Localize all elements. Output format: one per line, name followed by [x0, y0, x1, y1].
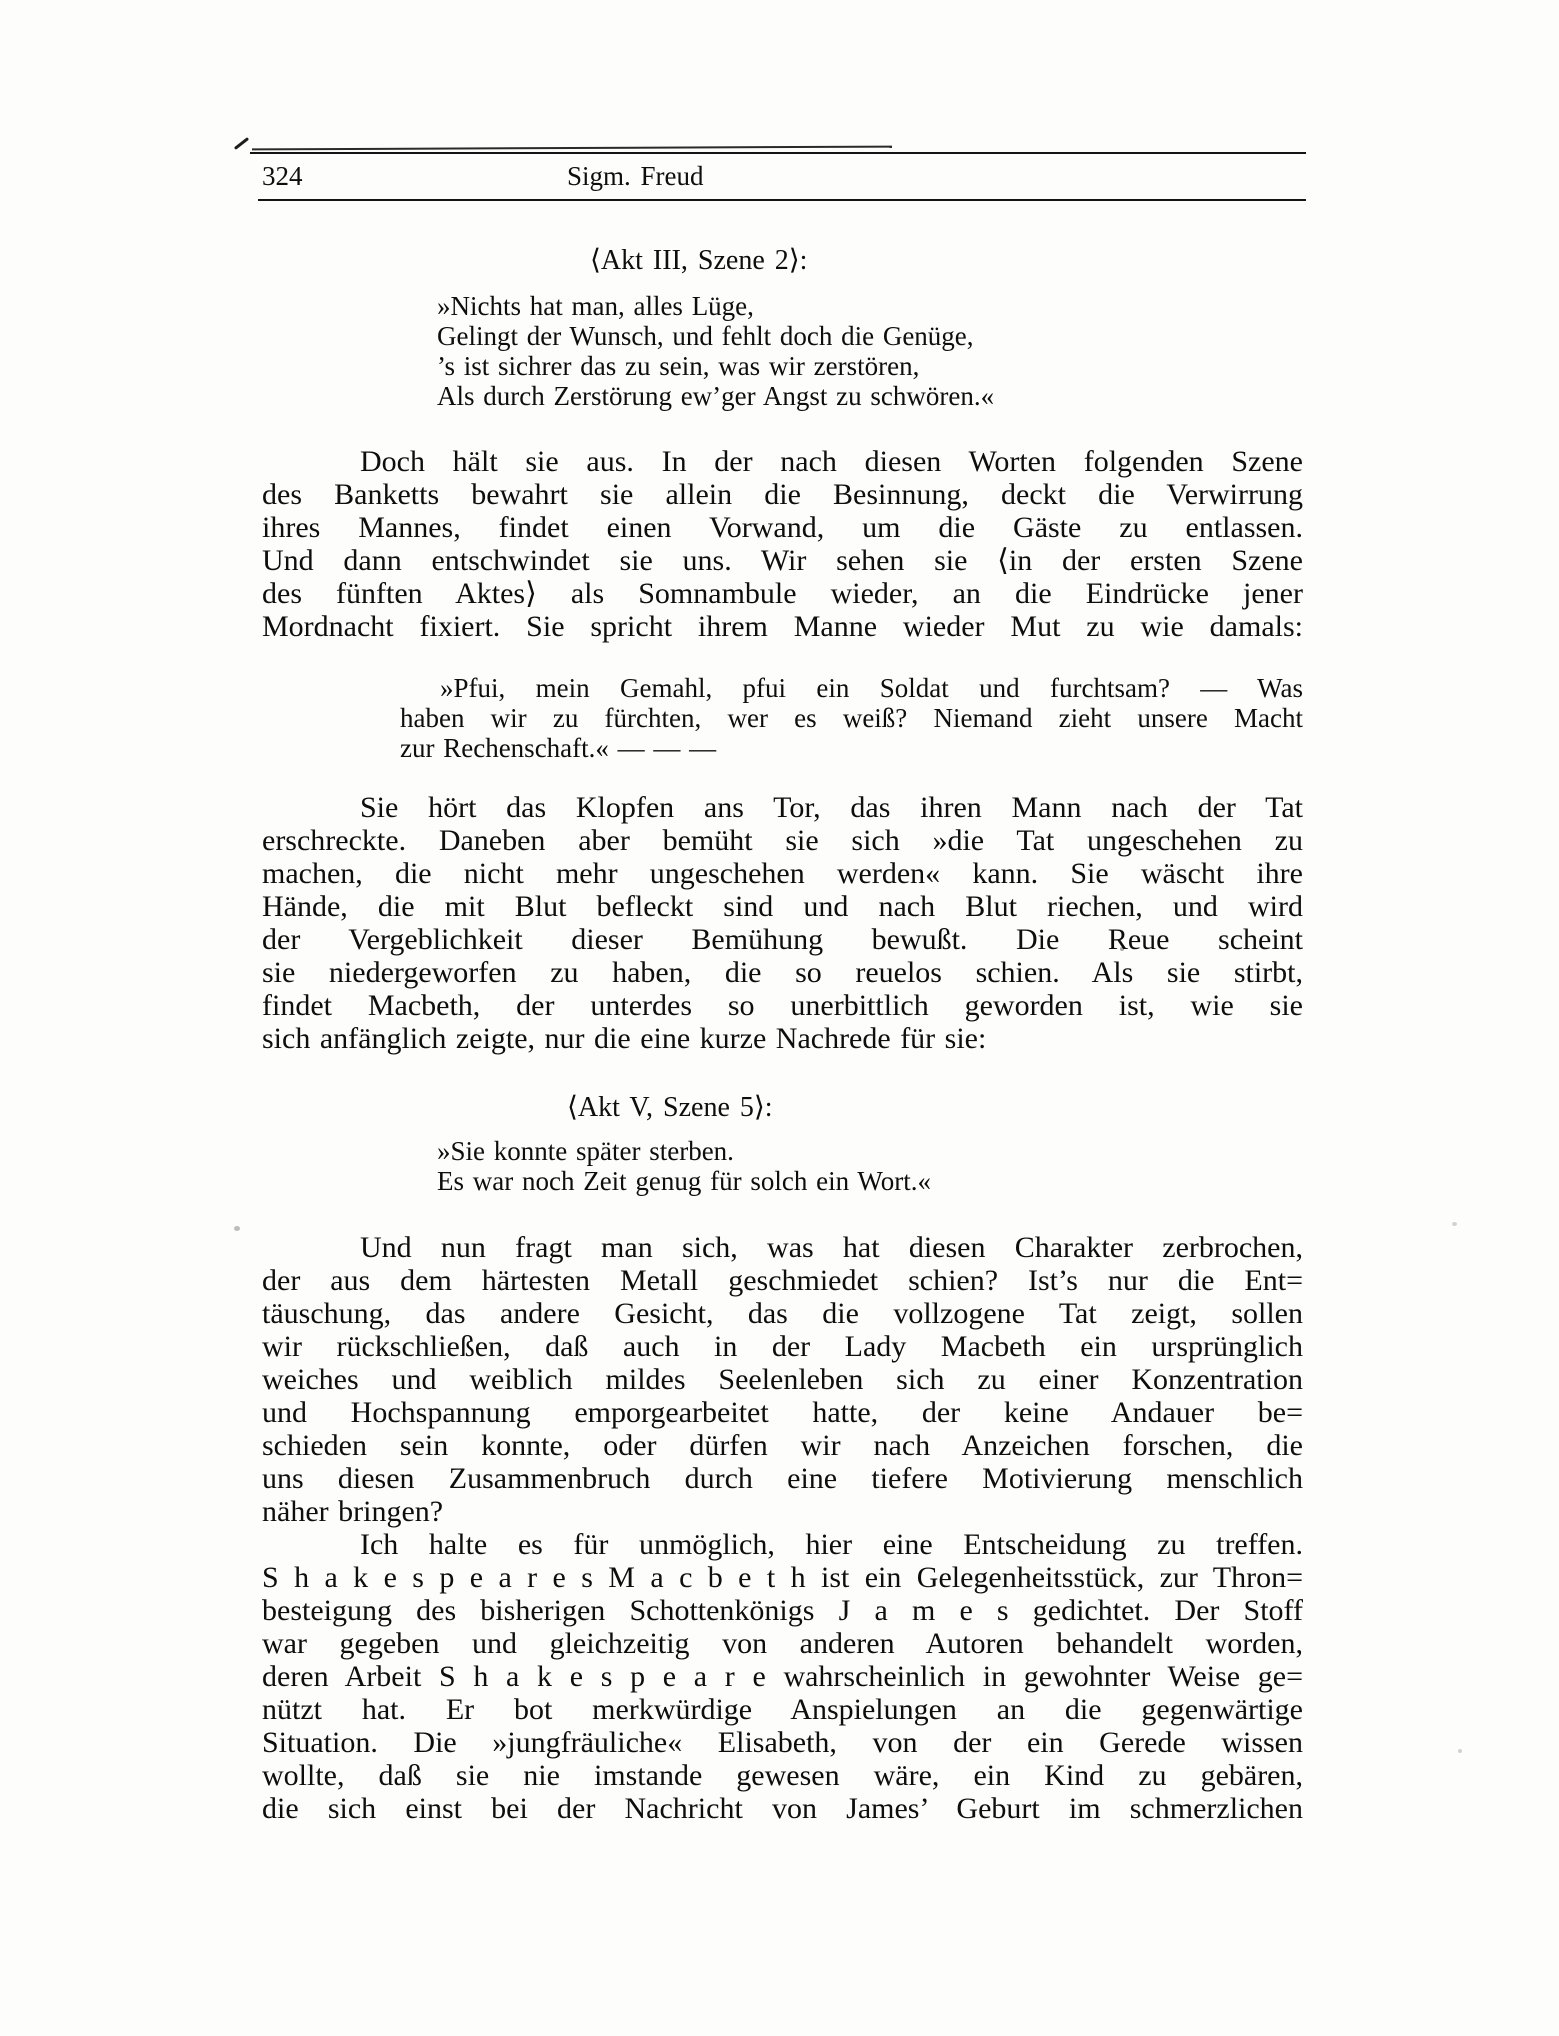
- body-line: uns diesen Zusammenbruch durch eine tiefere Motivierung menschlich: [262, 1462, 1303, 1495]
- verse-line: Es war noch Zeit genug für solch ein Wort.«: [437, 1166, 931, 1196]
- body-line: Hände, die mit Blut befleckt sind und nach Blut riechen, und wird: [262, 890, 1303, 923]
- verse-quote-akt3: [437, 291, 1303, 411]
- page-number: 324: [262, 161, 303, 191]
- body-line: des fünften Aktes⟩ als Somnambule wieder, an die Eindrücke jener: [262, 577, 1303, 610]
- scene-heading-akt5: ⟨Akt V, Szene 5⟩:: [567, 1092, 773, 1123]
- verse-quote-akt5: [437, 1136, 1303, 1196]
- verse-line: Gelingt der Wunsch, und fehlt doch die Genüge,: [437, 321, 974, 351]
- body-line: Und nun fragt man sich, was hat diesen Charakter zerbrochen,: [360, 1231, 1303, 1264]
- paragraph-klopfen: [262, 791, 1303, 1055]
- body-line: der aus dem härtesten Metall geschmiedet schien? Ist’s nur die Ent=: [262, 1264, 1303, 1297]
- body-line: der Vergeblichkeit dieser Bemühung bewußt. Die Reue scheint: [262, 923, 1303, 956]
- paragraph-charakter: [262, 1231, 1303, 1528]
- body-line: weiches und weiblich mildes Seelenleben sich zu einer Konzentration: [262, 1363, 1303, 1396]
- body-line: und Hochspannung emporgearbeitet hatte, der keine Andauer be=: [262, 1396, 1303, 1429]
- body-line: sich anfänglich zeigte, nur die eine kurze Nachrede für sie:: [262, 1022, 987, 1055]
- scan-speck: [234, 1226, 240, 1231]
- body-line: wollte, daß sie nie imstande gewesen wäre, ein Kind zu gebären,: [262, 1759, 1303, 1792]
- body-line: machen, die nicht mehr ungeschehen werden« kann. Sie wäscht ihre: [262, 857, 1303, 890]
- body-line: deren Arbeit S h a k e s p e a r e wahrscheinlich in gewohnter Weise ge=: [262, 1660, 1303, 1693]
- text-block: [262, 244, 1303, 1825]
- body-line: ihres Mannes, findet einen Vorwand, um die Gäste zu entlassen.: [262, 511, 1303, 544]
- header-rule-top-double: [252, 146, 892, 151]
- body-line: Mordnacht fixiert. Sie spricht ihrem Manne wieder Mut zu wie damals:: [262, 610, 1303, 643]
- running-head: Sigm. Freud: [567, 161, 704, 191]
- paragraph-gelegenheitsstueck: [262, 1528, 1303, 1825]
- body-line: die sich einst bei der Nachricht von James’ Geburt im schmerzlichen: [262, 1792, 1303, 1825]
- verse-line: ’s ist sichrer das zu sein, was wir zerstören,: [437, 351, 920, 381]
- body-line: Doch hält sie aus. In der nach diesen Worten folgenden Szene: [360, 445, 1303, 478]
- body-line: sie niedergeworfen zu haben, die so reuelos schien. Als sie stirbt,: [262, 956, 1303, 989]
- scan-speck: [1452, 1222, 1457, 1226]
- pen-tick-mark: [234, 137, 249, 150]
- body-line: S h a k e s p e a r e s M a c b e t h ist ein Gelegenheitsstück, zur Thron=: [262, 1561, 1303, 1594]
- quote-line: haben wir zu fürchten, wer es weiß? Niemand zieht unsere Macht: [400, 703, 1303, 733]
- verse-line: Als durch Zerstörung ew’ger Angst zu schwören.«: [437, 381, 995, 411]
- body-line: war gegeben und gleichzeitig von anderen Autoren behandelt worden,: [262, 1627, 1303, 1660]
- verse-line: »Nichts hat man, alles Lüge,: [437, 291, 754, 321]
- body-line: nützt hat. Er bot merkwürdige Anspielungen an die gegenwärtige: [262, 1693, 1303, 1726]
- body-line: näher bringen?: [262, 1495, 444, 1528]
- body-line: Ich halte es für unmöglich, hier eine Entscheidung zu treffen.: [360, 1528, 1303, 1561]
- scene-heading-akt3: ⟨Akt III, Szene 2⟩:: [590, 245, 808, 276]
- paragraph-banquet: [262, 445, 1303, 643]
- body-line: erschreckte. Daneben aber bemüht sie sich »die Tat ungeschehen zu: [262, 824, 1303, 857]
- body-line: Sie hört das Klopfen ans Tor, das ihren Mann nach der Tat: [360, 791, 1303, 824]
- body-line: besteigung des bisherigen Schottenkönigs J a m e s gedichtet. Der Stoff: [262, 1594, 1303, 1627]
- scan-speck: [1458, 1749, 1462, 1753]
- body-line: findet Macbeth, der unterdes so unerbittlich geworden ist, wie sie: [262, 989, 1303, 1022]
- body-line: des Banketts bewahrt sie allein die Besinnung, deckt die Verwirrung: [262, 478, 1303, 511]
- body-line: Und dann entschwindet sie uns. Wir sehen sie ⟨in der ersten Szene: [262, 544, 1303, 577]
- body-line: schieden sein konnte, oder dürfen wir nach Anzeichen forschen, die: [262, 1429, 1303, 1462]
- quote-line: »Pfui, mein Gemahl, pfui ein Soldat und furchtsam? — Was: [440, 673, 1303, 703]
- header-rule-top: [250, 152, 1306, 154]
- body-line: täuschung, das andere Gesicht, das die vollzogene Tat zeigt, sollen: [262, 1297, 1303, 1330]
- quote-line: zur Rechenschaft.« — — —: [400, 733, 717, 763]
- body-line: wir rückschließen, daß auch in der Lady Macbeth ein ursprünglich: [262, 1330, 1303, 1363]
- body-line: Situation. Die »jungfräuliche« Elisabeth, von der ein Gerede wissen: [262, 1726, 1303, 1759]
- verse-line: »Sie konnte später sterben.: [437, 1136, 734, 1166]
- prose-quote-pfui: [400, 673, 1303, 763]
- header-rule-bottom: [258, 199, 1306, 201]
